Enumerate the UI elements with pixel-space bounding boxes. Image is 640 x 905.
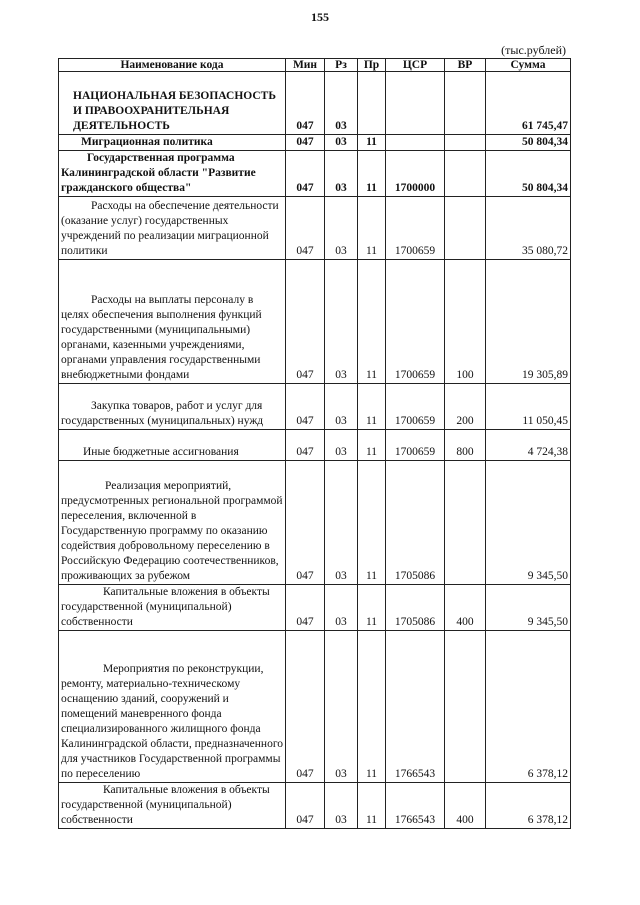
row-rz: 03 (325, 384, 358, 430)
table-row (59, 384, 571, 430)
row-csr: 1700659 (386, 197, 445, 260)
row-rz: 03 (325, 260, 358, 384)
row-sum: 35 080,72 (486, 197, 571, 260)
unit-note: (тыс.рублей) (501, 43, 566, 57)
row-name (59, 783, 286, 829)
row-name (59, 461, 286, 585)
row-vr (445, 197, 486, 260)
row-csr: 1766543 (386, 783, 445, 829)
row-min: 047 (286, 384, 325, 430)
row-name-text: Расходы на выплаты персоналу в целях обеспечения выполнения функций государственными (муниципальными) органами, казенными учреждениями, органами управления государственными внебюджетными фондами (61, 294, 262, 381)
table-row (59, 135, 571, 151)
row-sum: 9 345,50 (486, 461, 571, 585)
row-min: 047 (286, 585, 325, 631)
row-sum: 9 345,50 (486, 585, 571, 631)
table-row (59, 461, 571, 585)
row-name: НАЦИОНАЛЬНАЯ БЕЗОПАСНОСТЬ И ПРАВООХРАНИТЕЛЬНАЯ ДЕЯТЕЛЬНОСТЬ (59, 72, 286, 135)
row-sum: 4 724,38 (486, 430, 571, 461)
table-row (59, 260, 571, 384)
row-sum: 6 378,12 (486, 631, 571, 783)
header-sum: Сумма (486, 59, 571, 72)
row-sum: 6 378,12 (486, 783, 571, 829)
table-row (59, 197, 571, 260)
row-sum: 50 804,34 (486, 135, 571, 151)
header-name: Наименование кода (59, 59, 286, 72)
row-vr: 400 (445, 783, 486, 829)
row-vr (445, 461, 486, 585)
row-csr: 1700000 (386, 151, 445, 197)
row-vr: 800 (445, 430, 486, 461)
row-name-text: Закупка товаров, работ и услуг для государственных (муниципальных) нужд (61, 400, 264, 427)
row-name-text: Государственная программа Калининградской области "Развитие гражданского общества" (61, 152, 256, 194)
table-row (59, 430, 571, 461)
row-vr: 400 (445, 585, 486, 631)
row-csr (386, 72, 445, 135)
row-pr: 11 (358, 151, 386, 197)
row-name-text: Реализация мероприятий, предусмотренных региональной программой переселения, включенной в Государственную программу по оказанию содействия добровольному переселению в Российскую Федерацию соотечественников, проживающих за рубежом (61, 480, 283, 582)
row-rz: 03 (325, 197, 358, 260)
row-name (59, 585, 286, 631)
row-csr: 1700659 (386, 384, 445, 430)
row-pr: 11 (358, 384, 386, 430)
row-csr: 1705086 (386, 461, 445, 585)
row-min: 047 (286, 631, 325, 783)
row-pr: 11 (358, 430, 386, 461)
row-sum: 19 305,89 (486, 260, 571, 384)
budget-table (58, 58, 571, 829)
header-pr: Пр (358, 59, 386, 72)
row-name (59, 260, 286, 384)
row-rz: 03 (325, 72, 358, 135)
row-vr (445, 631, 486, 783)
row-name-text: Капитальные вложения в объекты государственной (муниципальной) собственности (61, 586, 270, 628)
page-number: 155 (311, 10, 329, 24)
row-pr: 11 (358, 783, 386, 829)
row-pr (358, 72, 386, 135)
table-row (59, 631, 571, 783)
row-min: 047 (286, 72, 325, 135)
header-min: Мин (286, 59, 325, 72)
header-vr: ВР (445, 59, 486, 72)
row-rz: 03 (325, 151, 358, 197)
row-pr: 11 (358, 260, 386, 384)
row-vr (445, 72, 486, 135)
row-name (59, 631, 286, 783)
table-header-row (59, 59, 571, 72)
table-row (59, 585, 571, 631)
row-sum: 61 745,47 (486, 72, 571, 135)
table-row (59, 151, 571, 197)
row-vr: 200 (445, 384, 486, 430)
row-rz: 03 (325, 430, 358, 461)
row-pr: 11 (358, 631, 386, 783)
row-name: Миграционная политика (59, 135, 286, 151)
row-csr (386, 135, 445, 151)
row-name (59, 197, 286, 260)
row-pr: 11 (358, 461, 386, 585)
row-csr: 1700659 (386, 430, 445, 461)
row-rz: 03 (325, 585, 358, 631)
row-vr (445, 135, 486, 151)
row-name-text: Капитальные вложения в объекты государственной (муниципальной) собственности (61, 784, 270, 826)
row-name: Иные бюджетные ассигнования (59, 430, 286, 461)
header-csr: ЦСР (386, 59, 445, 72)
row-rz: 03 (325, 631, 358, 783)
row-min: 047 (286, 783, 325, 829)
row-name-text: Расходы на обеспечение деятельности (оказание услуг) государственных учреждений по реализации миграционной политики (61, 200, 279, 257)
row-sum: 50 804,34 (486, 151, 571, 197)
row-sum: 11 050,45 (486, 384, 571, 430)
row-min: 047 (286, 461, 325, 585)
row-rz: 03 (325, 783, 358, 829)
row-csr: 1705086 (386, 585, 445, 631)
row-pr: 11 (358, 135, 386, 151)
row-min: 047 (286, 135, 325, 151)
row-pr: 11 (358, 585, 386, 631)
row-csr: 1700659 (386, 260, 445, 384)
row-name (59, 384, 286, 430)
row-rz: 03 (325, 135, 358, 151)
row-vr (445, 151, 486, 197)
row-pr: 11 (358, 197, 386, 260)
row-name-text: Мероприятия по реконструкции, ремонту, материально-техническому оснащению зданий, сооружений и помещений маневренного фонда специализированного жилищного фонда Калининградской области, предназначенного для участников Государственной программы по переселению (61, 663, 284, 780)
header-rz: Рз (325, 59, 358, 72)
row-rz: 03 (325, 461, 358, 585)
row-min: 047 (286, 197, 325, 260)
row-name (59, 151, 286, 197)
row-min: 047 (286, 430, 325, 461)
row-vr: 100 (445, 260, 486, 384)
row-min: 047 (286, 151, 325, 197)
table-row (59, 72, 571, 135)
table-row (59, 783, 571, 829)
row-csr: 1766543 (386, 631, 445, 783)
row-min: 047 (286, 260, 325, 384)
